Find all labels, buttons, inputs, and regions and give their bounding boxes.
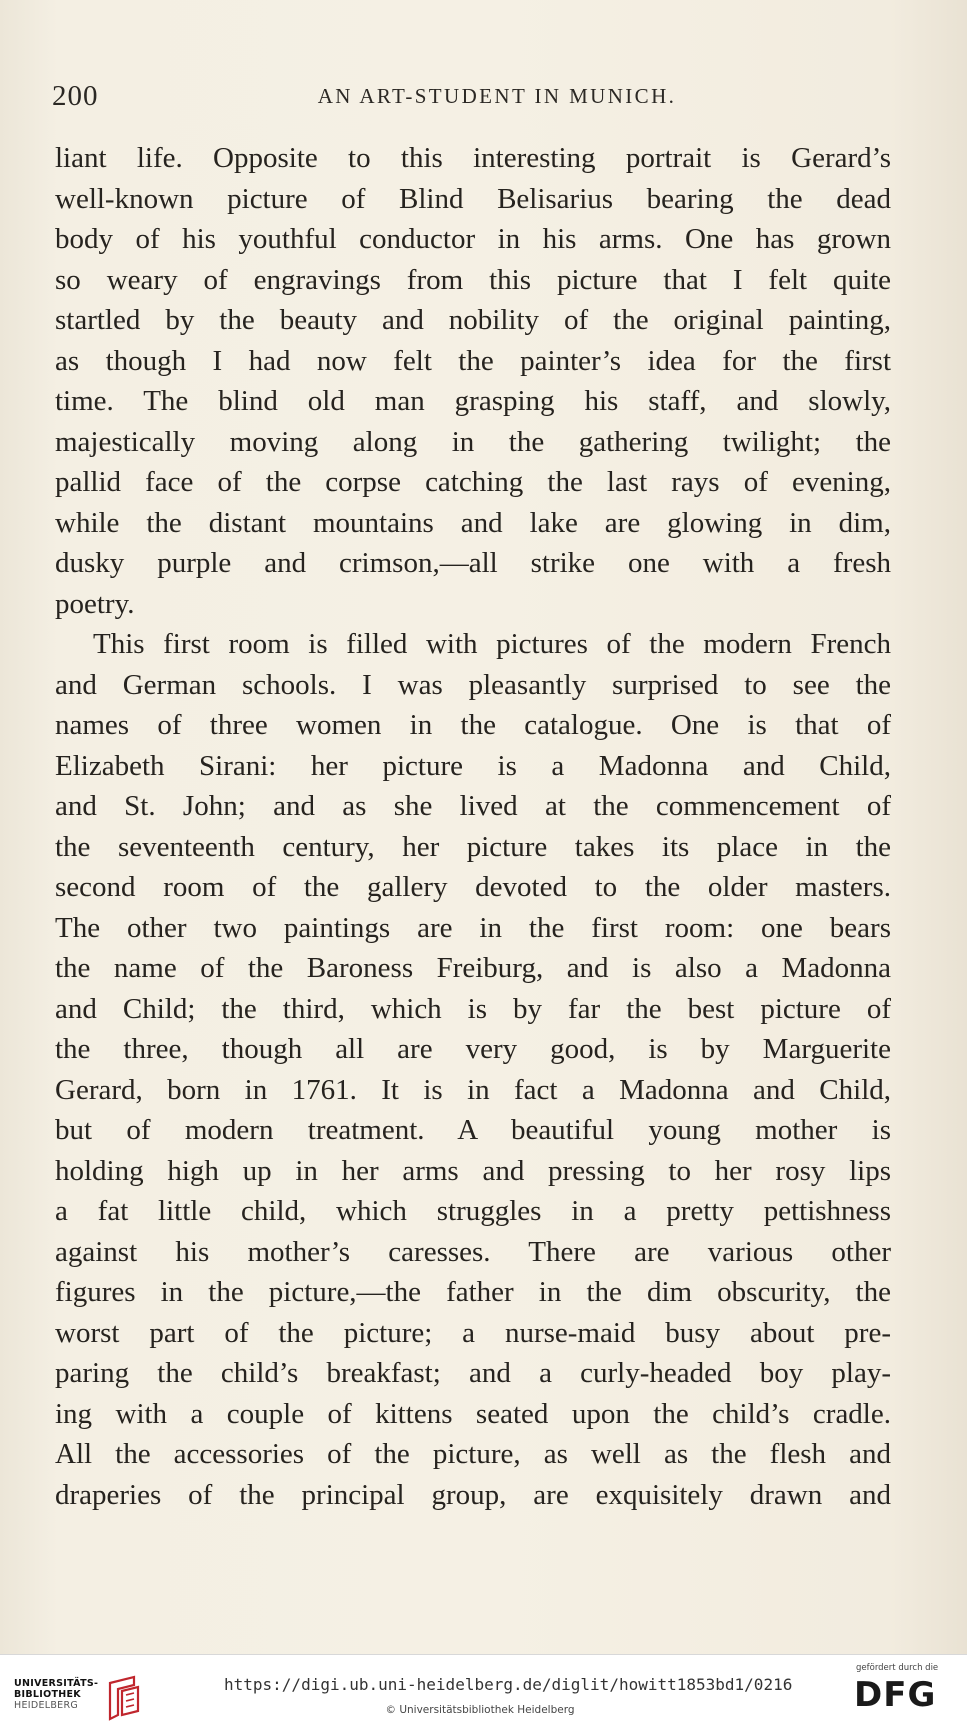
text-line: All the accessories of the picture, as well as the flesh and xyxy=(55,1438,891,1470)
text-line: holding high up in her arms and pressing to her rosy lips xyxy=(55,1154,891,1187)
paragraph-first-line: This first room is filled with pictures of the modern French xyxy=(93,628,891,660)
text-line: Gerard, born in 1761. It is in fact a Madonna and Child, xyxy=(55,1073,891,1106)
text-line: and Child; the third, which is by far the best picture of xyxy=(55,992,891,1025)
text-line: ing with a couple of kittens seated upon the child’s cradle. xyxy=(55,1397,891,1430)
dfg-caption: gefördert durch die xyxy=(856,1663,939,1673)
page-number: 200 xyxy=(52,80,99,112)
text-line: names of three women in the catalogue. One is that of xyxy=(55,709,891,741)
digitization-footer xyxy=(0,1654,967,1726)
text-line: majestically moving along in the gathering twilight; the xyxy=(55,425,891,458)
text-line: pallid face of the corpse catching the last rays of evening, xyxy=(55,466,891,498)
text-line: so weary of engravings from this picture that I felt quite xyxy=(55,263,891,296)
text-line: and St. John; and as she lived at the commencement of xyxy=(55,790,891,822)
text-line: time. The blind old man grasping his staff, and slowly, xyxy=(55,385,891,417)
text-line: and German schools. I was pleasantly surprised to see the xyxy=(55,668,891,701)
library-name-line: BIBLIOTHEK xyxy=(14,1689,81,1700)
dfg-wordmark: DFG xyxy=(854,1675,937,1715)
text-line: draperies of the principal group, are exquisitely drawn and xyxy=(55,1478,891,1511)
text-line: liant life. Opposite to this interesting portrait is Gerard’s xyxy=(55,142,891,174)
body-text xyxy=(55,138,891,1515)
library-name-line: UNIVERSITÄTS- xyxy=(14,1678,99,1689)
text-line: worst part of the picture; a nurse-maid busy about pre- xyxy=(55,1316,891,1349)
copyright-notice: © Universitätsbibliothek Heidelberg xyxy=(385,1704,575,1716)
text-line: well-known picture of Blind Belisarius bearing the dead xyxy=(55,182,891,215)
text-line: against his mother’s caresses. There are various other xyxy=(55,1235,891,1268)
dfg-logo[interactable] xyxy=(854,1661,954,1721)
text-line: startled by the beauty and nobility of the original painting, xyxy=(55,304,891,336)
text-line: the seventeenth century, her picture takes its place in the xyxy=(55,830,891,863)
text-line: Elizabeth Sirani: her picture is a Madonna and Child, xyxy=(55,749,891,782)
text-line: figures in the picture,—the father in the dim obscurity, the xyxy=(55,1276,891,1308)
text-line: the three, though all are very good, is by Marguerite xyxy=(55,1033,891,1065)
text-line: paring the child’s breakfast; and a curly-headed boy play- xyxy=(55,1357,891,1389)
permalink-url[interactable]: https://digi.ub.uni-heidelberg.de/diglit/howitt1853bd1/0216 xyxy=(224,1675,793,1694)
text-line: the name of the Baroness Freiburg, and is also a Madonna xyxy=(55,952,891,984)
text-line: but of modern treatment. A beautiful young mother is xyxy=(55,1114,891,1146)
text-line: The other two paintings are in the first room: one bears xyxy=(55,911,891,944)
running-head: AN ART-STUDENT IN MUNICH. xyxy=(317,84,677,108)
text-line: second room of the gallery devoted to the older masters. xyxy=(55,871,891,903)
library-name-line: HEIDELBERG xyxy=(14,1700,79,1711)
text-line: body of his youthful conductor in his arms. One has grown xyxy=(55,223,891,255)
text-line: as though I had now felt the painter’s idea for the first xyxy=(55,344,891,377)
text-line: a fat little child, which struggles in a pretty pettishness xyxy=(55,1195,891,1227)
text-line: while the distant mountains and lake are glowing in dim, xyxy=(55,506,891,539)
text-line: dusky purple and crimson,—all strike one with a fresh xyxy=(55,547,891,579)
text-line: poetry. xyxy=(55,587,135,620)
page-header xyxy=(52,80,912,120)
